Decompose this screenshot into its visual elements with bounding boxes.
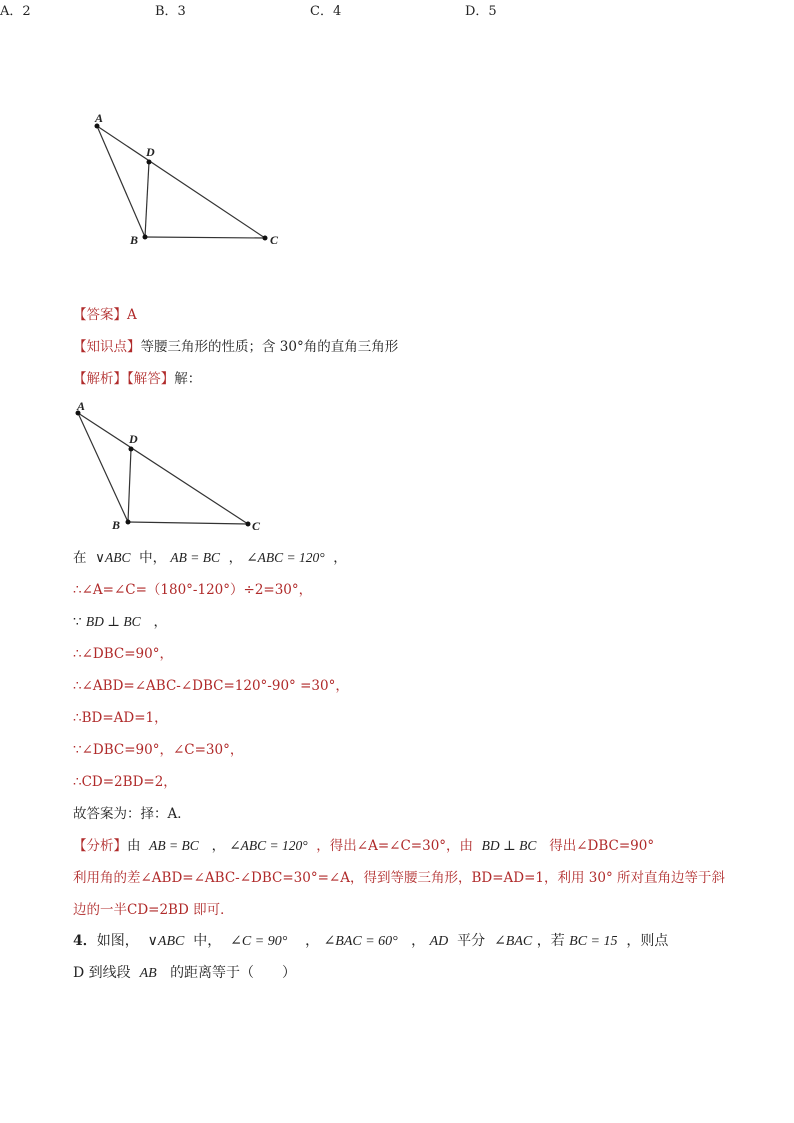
equation: BC = 15 [569, 934, 618, 949]
option-c: C．4 [310, 4, 342, 19]
segment: AB [139, 966, 157, 981]
solution-line-7: ∵∠DBC=90°，∠C=30°， [73, 742, 244, 758]
knowledge-text: 等腰三角形的性质；含 30°角的直角三角形 [140, 339, 399, 355]
triangle-figure-1 [85, 108, 285, 256]
text: 平分 [457, 933, 486, 949]
equation: AB = BC [149, 838, 199, 853]
because-symbol: ∵ [73, 614, 82, 630]
text: ， [305, 933, 320, 949]
solution-line-4: ∴∠DBC=90°， [73, 646, 173, 662]
text: 得出∠DBC=90° [549, 838, 655, 854]
equation: ∠BAC = 60° [323, 934, 398, 949]
question-number: 4． [73, 933, 97, 949]
answer-line [73, 303, 137, 323]
analysis-text: 解： [174, 371, 202, 387]
fenxi-line-2: 利用角的差∠ABD=∠ABC-∠DBC=30°=∠A，得到等腰三角形，BD=AD=1，利用 30° 所对直角边等于斜 [73, 870, 726, 886]
text: ， [211, 838, 226, 854]
point-label-c: C [270, 233, 279, 247]
text: D 到线段 [73, 965, 131, 981]
solution-line-3 [73, 610, 167, 630]
point-label-d: D [146, 145, 155, 159]
answer-value: A [127, 307, 137, 323]
solution-line-9: 故答案为：择：A． [73, 806, 191, 822]
solution-line-1 [73, 546, 347, 566]
text: 在 [73, 550, 87, 566]
fenxi-tag: 【分析】 [73, 838, 127, 854]
question-4-line-2 [73, 962, 296, 982]
option-d: D．5 [465, 4, 497, 19]
point-label-a: A [95, 111, 104, 125]
option-a: A．2 [0, 4, 31, 19]
text: 的距离等于（ ） [170, 965, 297, 981]
text: ， [333, 550, 347, 566]
text: ，得出∠A=∠C=30°，由 [316, 838, 474, 854]
text: 中， [193, 933, 222, 949]
knowledge-line [73, 335, 398, 355]
knowledge-tag: 【知识点】 [73, 339, 141, 355]
equation: BD ⊥ BC [85, 614, 141, 629]
point-label-b: B [130, 233, 139, 247]
answer-tag: 【答案】 [73, 307, 127, 323]
text: ， [228, 550, 243, 566]
fenxi-line-1 [73, 834, 654, 854]
equation: AB = BC [170, 550, 220, 565]
point-label-d: D [129, 432, 138, 446]
equation: ∠C = 90° [230, 934, 288, 949]
option-b: B．3 [155, 4, 186, 19]
point-label-b: B [112, 518, 121, 532]
text: 如图， [96, 933, 139, 949]
solution-line-8: ∴CD=2BD=2， [73, 774, 177, 790]
solution-line-6: ∴BD=AD=1， [73, 710, 168, 726]
text: 由 [127, 838, 141, 854]
segment: AD [429, 934, 449, 949]
triangle-figure-2 [70, 398, 270, 538]
solution-line-5: ∴∠ABD=∠ABC-∠DBC=120°-90° =30°， [73, 678, 349, 694]
text: ，若 [536, 933, 565, 949]
equation: ∠ABC = 120° [229, 838, 308, 853]
point-label-a: A [77, 399, 86, 413]
fenxi-line-3: 边的一半CD=2BD 即可． [73, 902, 234, 918]
analysis-tag: 【解析】【解答】 [73, 371, 175, 387]
text: ， [411, 933, 426, 949]
text: ， [153, 614, 167, 630]
point-label-c: C [252, 519, 261, 533]
text: ，则点 [626, 933, 669, 949]
triangle-symbol: ∨ABC [95, 550, 131, 565]
angle: ∠BAC [494, 934, 533, 949]
question-4-line-1 [73, 930, 668, 950]
equation: BD ⊥ BC [481, 838, 537, 853]
text: 中， [139, 550, 167, 566]
solution-line-2: ∴∠A=∠C=（180°-120°）÷2=30°， [73, 582, 313, 598]
equation: ∠ABC = 120° [246, 550, 325, 565]
analysis-header [73, 367, 201, 387]
triangle-symbol: ∨ABC [147, 934, 185, 949]
